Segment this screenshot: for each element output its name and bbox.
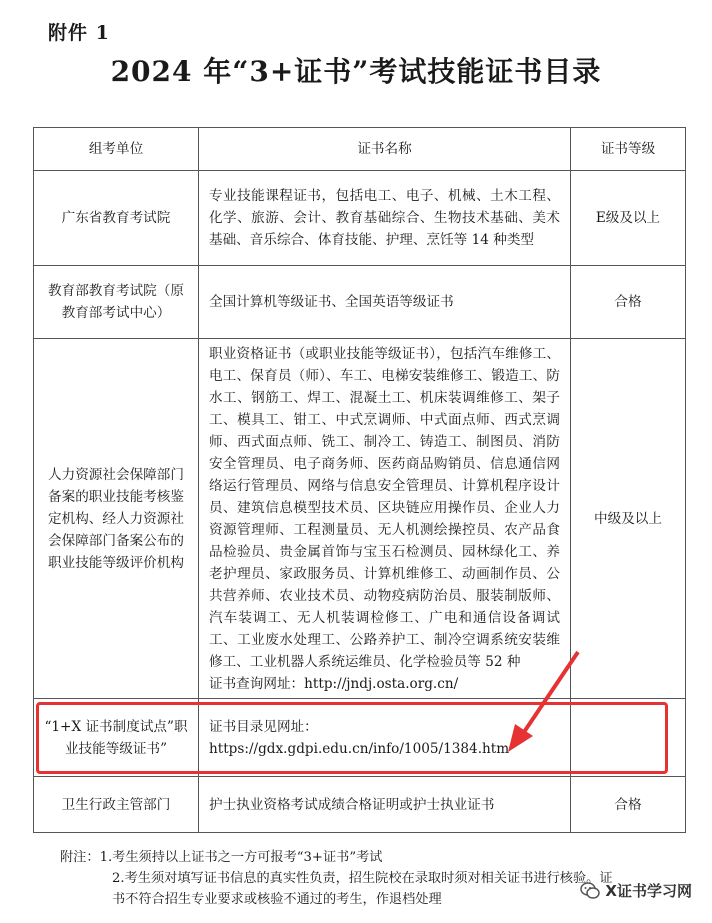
row-cert: 专业技能课程证书，包括电工、电子、机械、土木工程、化学、旅游、会计、教育基础综合、生物技术基础、美术基础、音乐综合、体育技能、护理、烹饪等 14 种类型 (199, 171, 571, 266)
row-unit: “1+X 证书制度试点”职业技能等级证书” (34, 699, 199, 777)
row-level: 中级及以上 (571, 339, 686, 699)
row-level: 合格 (571, 777, 686, 833)
watermark (580, 880, 692, 901)
footnote (60, 847, 613, 910)
attachment-label: 附件 1 (48, 22, 110, 44)
row-cert: 全国计算机等级证书、全国英语等级证书 (199, 266, 571, 339)
footnote-line-3: 书不符合招生专业要求或核验不通过的考生，作退档处理 (112, 892, 442, 907)
footnote-prefix: 附注： (60, 850, 100, 865)
header-cert-name: 证书名称 (199, 128, 571, 171)
footnote-line-1: 1.考生须持以上证书之一方可报考“3+证书”考试 (99, 850, 383, 865)
header-unit: 组考单位 (34, 128, 199, 171)
row-level: E级及以上 (571, 171, 686, 266)
row-unit: 卫生行政主管部门 (34, 777, 199, 833)
row-unit: 教育部教育考试院（原教育部考试中心） (34, 266, 199, 339)
row-cert: 职业资格证书（或职业技能等级证书），包括汽车维修工、电工、保育员（师）、车工、电梯安装维修工、锻造工、防水工、钢筋工、焊工、混凝土工、机床装调维修工、架子工、模具工、钳工、中式烹调师、中式面点师、西式烹调师、西式面点师、铣工、制冷工、铸造工、制图员、消防安全管理员、电子商务师、医药商品购销员、信息通信网络运行管理员、网络与信息安全管理员、计算机程序设计员、建筑信息模型技术员、区块链应用操作员、企业人力资源管理师、工程测量员、无人机测绘操控员、农产品食品检验员、贵金属首饰与宝玉石检测员、园林绿化工、养老护理员、家政服务员、计算机维修工、动画制作员、公共营养师、农业技术员、动物疫病防治员、服装制版师、汽车装调工、无人机装调检修工、广电和通信设备调试工、工业废水处理工、公路养护工、制冷空调系统安装维修工、工业机器人系统运维员、化学检验员等 52 种 (209, 345, 560, 670)
cert-query-url[interactable]: 证书查询网址：http://jndj.osta.org.cn/ (209, 675, 459, 692)
row-cert: 护士执业资格考试成绩合格证明或护士执业证书 (199, 777, 571, 833)
row-level: 合格 (571, 266, 686, 339)
row-unit: 人力资源社会保障部门备案的职业技能考核鉴定机构、经人力资源社会保障部门备案公布的职业技能等级评价机构 (34, 339, 199, 699)
watermark-text: X证书学习网 (605, 882, 692, 900)
cert-catalog-url[interactable]: https://gdx.gdpi.edu.cn/info/1005/1384.htm (209, 740, 510, 757)
wechat-icon (580, 881, 600, 901)
row-cert: 证书目录见网址： (209, 718, 318, 735)
header-level: 证书等级 (571, 128, 686, 171)
row-unit: 广东省教育考试院 (34, 171, 199, 266)
page-title: 2024 年“3+证书”考试技能证书目录 (110, 55, 602, 88)
footnote-line-2: 2.考生须对填写证书信息的真实性负责，招生院校在录取时须对相关证书进行核验。证 (112, 871, 613, 886)
